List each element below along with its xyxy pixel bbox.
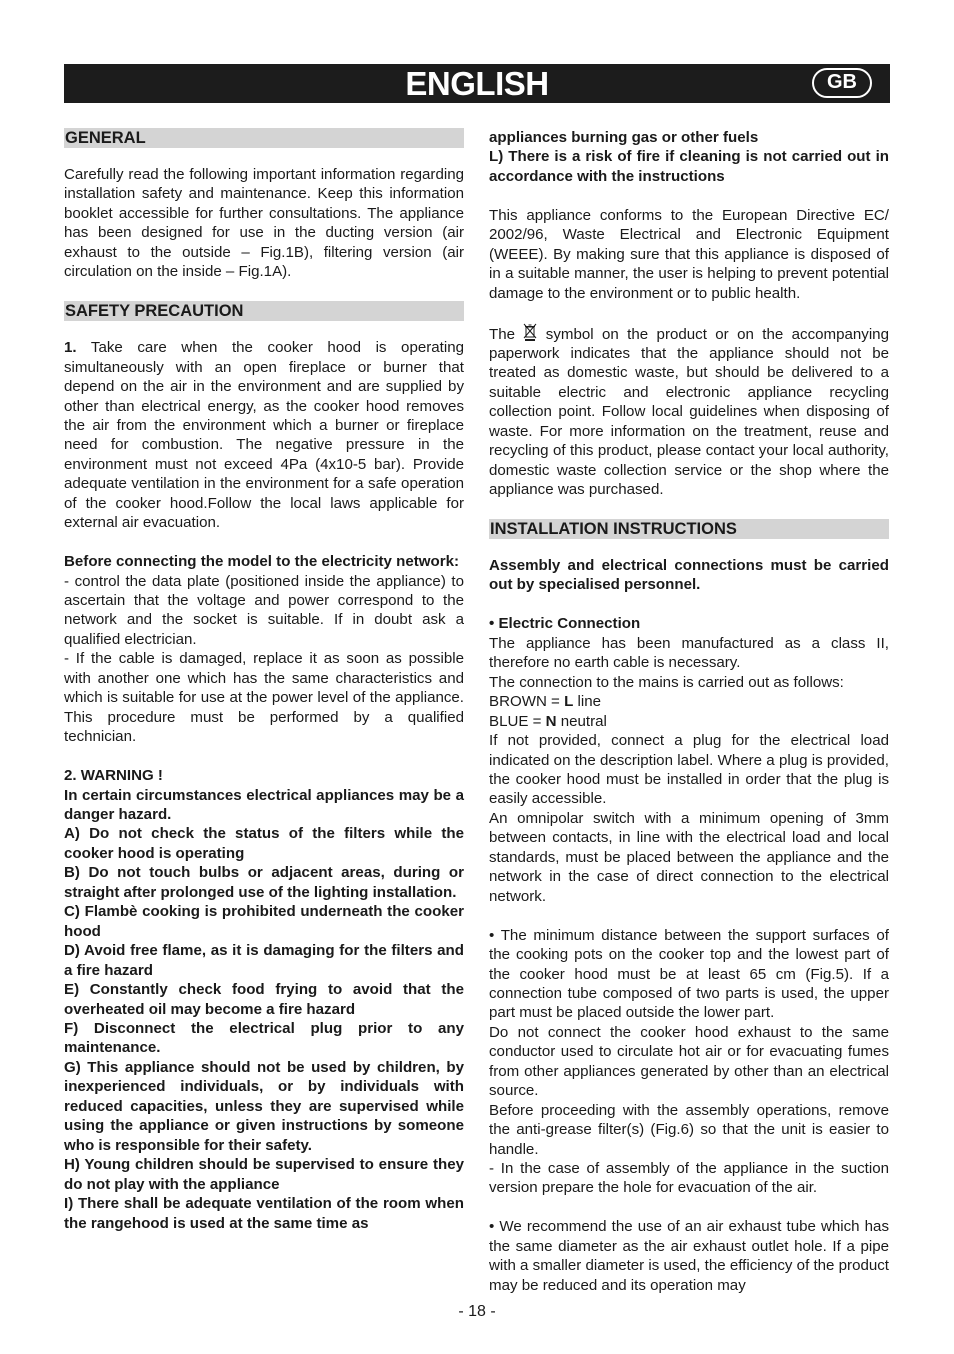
- title-banner: [64, 64, 890, 103]
- blue-label: BLUE =: [489, 712, 546, 730]
- safety-paragraph-1-text: Take care when the cooker hood is operating simultaneously with an open fireplace or burner that depend on the air in the environment and are supplied by other than electrical energy, as the cooker hood removes the air from the environment which a burner or fireplace need for combustion. The negative pressure in the environment must not exceed 4Pa (4x10-5 bar). Provide adequate ventilation in the environment for a safe operation of the cooker hood.Follow the local laws applicable for external air evacuation.: [64, 339, 464, 532]
- page-number: - 18 -: [458, 1303, 496, 1320]
- electric-connection-heading: • Electric Connection: [489, 615, 641, 633]
- warning-item-e: E) Constantly check food frying to avoid that the overheated oil may become a fire hazard: [64, 981, 464, 1018]
- installation-heading: INSTALLATION INSTRUCTIONS: [489, 519, 889, 539]
- electric-text-4: An omnipolar switch with a minimum opening of 3mm between contacts, in line with the electrical load and local standards, must be placed between the appliance and the network in the case of direct connection to the electrical network.: [489, 809, 889, 905]
- warning-item-a: A) Do not check the status of the filters while the cooker hood is operating: [64, 825, 464, 862]
- brown-label: BROWN =: [489, 693, 565, 711]
- weee-text-post: symbol on the product or on the accompanying paperwork indicates that the appliance should not be treated as domestic waste, but should be delivered to a suitable electric and electronic appliance recycling collection point. Follow local guidelines when disposing of waste. For more information on the treatment, reuse and recycling of this product, please contact your local authority, domestic waste collection service or the shop where the appliance was purchased.: [489, 325, 889, 499]
- blue-key: N: [545, 712, 557, 730]
- brown-key: L: [564, 693, 574, 711]
- warning-item-h: H) Young children should be supervised to ensure they do not play with the appliance: [64, 1156, 464, 1193]
- language-badge: [812, 68, 872, 98]
- before-connecting-item-1: - control the data plate (positioned inside the appliance) to ascertain that the voltage and power correspond to the network and the socket is suitable. If in doubt ask a qualified electrician.: [64, 572, 464, 648]
- electric-text-2: The connection to the mains is carried out as follows:: [489, 673, 844, 691]
- blue-desc: neutral: [556, 712, 607, 730]
- warning-title: 2. WARNING !: [64, 767, 163, 785]
- warning-item-g: G) This appliance should not be used by children, by inexperienced individuals, or by individuals with reduced capacities, unless they are supervised while using the appliance or given instructions by someone who is responsible for their safety.: [64, 1058, 464, 1154]
- blue-wire-line: [489, 712, 889, 731]
- assembly-note: Assembly and electrical connections must be carried out by specialised personnel.: [489, 557, 889, 594]
- safety-paragraph-1: [64, 338, 464, 533]
- warning-item-d: D) Avoid free flame, as it is damaging for the filters and a fire hazard: [64, 942, 464, 979]
- electric-text-1: The appliance has been manufactured as a class II, therefore no earth cable is necessary.: [489, 634, 889, 672]
- weee-paragraph-1: This appliance conforms to the European Directive EC/ 2002/96, Waste Electrical and Electronic Equipment (WEEE). By making sure that this appliance is disposed of in a suitable manner, the user is helping to prevent potential damage to the environment or to public health.: [489, 206, 889, 302]
- general-heading: GENERAL: [64, 128, 464, 148]
- general-text: Carefully read the following important information regarding installation safety and maintenance. Keep this information booklet accessible for further consultations. The appliance has been designed for use in the ducting version (air exhaust to the outside – Fig.1B), filtering version (air circulation on the inside – Fig.1A).: [64, 166, 464, 281]
- warning-intro: In certain circumstances electrical appliances may be a danger hazard.: [64, 786, 464, 823]
- distance-text-1: • The minimum distance between the support surfaces of the cooking pots on the cooker top and the lowest part of the cooker hood must be at least 65 cm (Fig.5). If a connection tube composed of two parts is used, the upper part must be placed outside the lower part.: [489, 926, 889, 1022]
- warning-item-b: B) Do not touch bulbs or adjacent areas, during or straight after prolonged use of the lighting installation.: [64, 864, 464, 901]
- brown-wire-line: [489, 692, 889, 711]
- paragraph-number: 1.: [64, 339, 77, 357]
- page-title: ENGLISH: [405, 65, 549, 102]
- weee-text-pre: The: [489, 325, 516, 343]
- brown-desc: line: [573, 693, 601, 711]
- language-badge-label: GB: [827, 71, 857, 93]
- left-column: [64, 128, 464, 1233]
- right-column: [489, 128, 889, 1295]
- distance-text-2: Do not connect the cooker hood exhaust to the same conductor used to circulate hot air or for evacuating fumes from other appliances generated by other than an electrical source.: [489, 1023, 889, 1100]
- warning-item-i: I) There shall be adequate ventilation of the room when the rangehood is used at the same time as: [64, 1195, 464, 1232]
- distance-text-4: - In the case of assembly of the appliance in the suction version prepare the hole for evacuation of the air.: [489, 1160, 889, 1197]
- before-connecting-item-2: - If the cable is damaged, replace it as soon as possible with another one which has the same characteristics and which is suitable for use at the power level of the appliance. This procedure must be performed by a qualified technician.: [64, 650, 464, 746]
- warning-item-f: F) Disconnect the electrical plug prior to any maintenance.: [64, 1019, 464, 1057]
- tube-text-1: • We recommend the use of an air exhaust tube which has the same diameter as the air exhaust outlet hole. If a pipe with a smaller diameter is used, the efficiency of the product may be reduced and its operation may: [489, 1218, 889, 1294]
- before-connecting-heading: Before connecting the model to the electricity network:: [64, 553, 460, 571]
- crossed-bin-icon: [523, 323, 537, 341]
- weee-paragraph-2: [489, 323, 889, 500]
- distance-text-3: Before proceeding with the assembly operations, remove the anti-grease filter(s) (Fig.6) so that the unit is easier to handle.: [489, 1101, 889, 1158]
- safety-heading: SAFETY PRECAUTION: [64, 301, 464, 321]
- electric-text-3: If not provided, connect a plug for the electrical load indicated on the description label. Where a plug is provided, the cooker hood must be installed in order that the plug is easily accessible.: [489, 732, 889, 808]
- warning-item-l: L) There is a risk of fire if cleaning is not carried out in accordance with the instructions: [489, 148, 889, 185]
- warning-continuation: appliances burning gas or other fuels: [489, 129, 759, 146]
- warning-item-c: C) Flambè cooking is prohibited underneath the cooker hood: [64, 903, 464, 940]
